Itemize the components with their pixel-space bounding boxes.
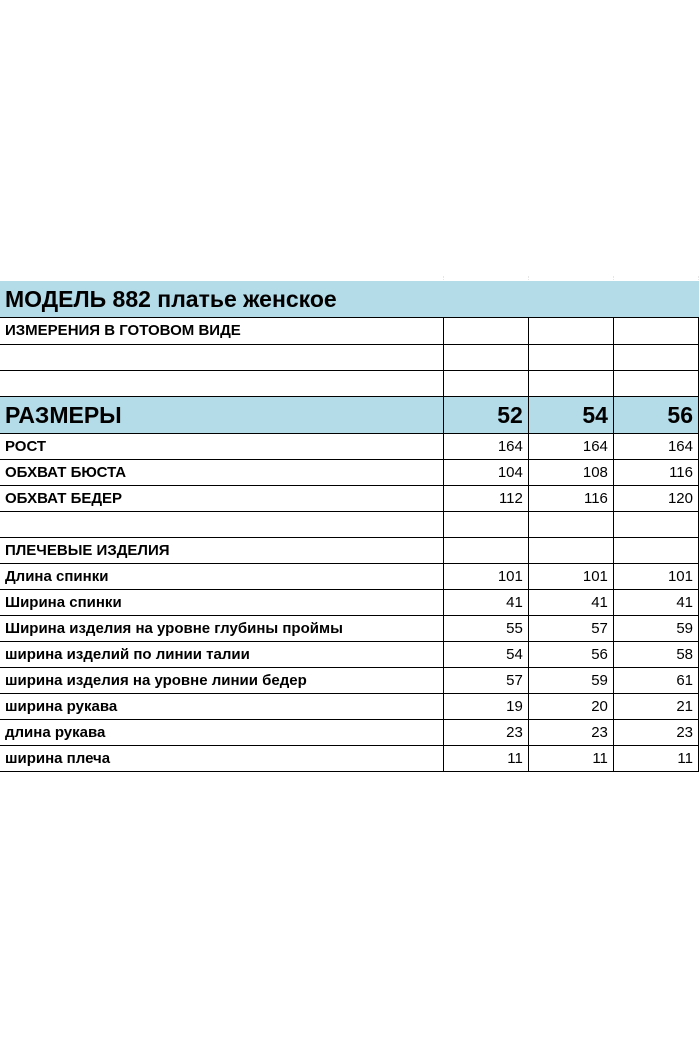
value-cell: 164 (528, 433, 613, 459)
row-label: Ширина изделия на уровне глубины проймы (0, 615, 443, 641)
table-row (0, 433, 699, 459)
value-cell: 11 (528, 745, 613, 771)
table-row (0, 485, 699, 511)
table-row (0, 745, 699, 771)
section-label: ПЛЕЧЕВЫЕ ИЗДЕЛИЯ (0, 537, 443, 563)
value-cell: 57 (443, 667, 528, 693)
empty-cell (613, 344, 698, 370)
value-cell: 116 (528, 485, 613, 511)
value-cell: 120 (613, 485, 698, 511)
value-cell: 112 (443, 485, 528, 511)
size-header-cell: 56 (613, 396, 698, 433)
value-cell: 58 (613, 641, 698, 667)
empty-cell (528, 370, 613, 396)
table-row (0, 693, 699, 719)
row-label: Ширина спинки (0, 589, 443, 615)
value-cell: 41 (613, 589, 698, 615)
row-label: ОБХВАТ БЕДЕР (0, 485, 443, 511)
sizes-header-row (0, 396, 699, 433)
value-cell: 164 (613, 433, 698, 459)
value-cell: 104 (443, 459, 528, 485)
table-row (0, 589, 699, 615)
row-label: ширина плеча (0, 745, 443, 771)
empty-cell (443, 344, 528, 370)
empty-cell (443, 370, 528, 396)
value-cell: 23 (613, 719, 698, 745)
row-label: ширина изделия на уровне линии бедер (0, 667, 443, 693)
row-label: ширина изделий по линии талии (0, 641, 443, 667)
empty-cell (443, 511, 528, 537)
subtitle-row (0, 318, 699, 344)
value-cell: 11 (613, 745, 698, 771)
size-header-cell: 54 (528, 396, 613, 433)
size-header-cell: 52 (443, 396, 528, 433)
empty-cell (613, 370, 698, 396)
table-row (0, 667, 699, 693)
value-cell: 21 (613, 693, 698, 719)
value-cell: 59 (528, 667, 613, 693)
empty-row (0, 344, 699, 370)
value-cell: 101 (528, 563, 613, 589)
table-row (0, 719, 699, 745)
table-row (0, 641, 699, 667)
value-cell: 164 (443, 433, 528, 459)
table-row (0, 615, 699, 641)
row-label: Длина спинки (0, 563, 443, 589)
value-cell: 56 (528, 641, 613, 667)
empty-row (0, 511, 699, 537)
value-cell: 61 (613, 667, 698, 693)
value-cell: 57 (528, 615, 613, 641)
empty-cell (0, 344, 443, 370)
value-cell: 101 (613, 563, 698, 589)
value-cell: 20 (528, 693, 613, 719)
value-cell: 59 (613, 615, 698, 641)
value-cell: 101 (443, 563, 528, 589)
empty-cell (528, 537, 613, 563)
empty-cell (0, 370, 443, 396)
row-label: длина рукава (0, 719, 443, 745)
value-cell: 19 (443, 693, 528, 719)
section-row (0, 537, 699, 563)
size-table (0, 318, 699, 772)
value-cell: 41 (528, 589, 613, 615)
empty-cell (613, 511, 698, 537)
empty-cell (443, 537, 528, 563)
value-cell: 11 (443, 745, 528, 771)
value-cell: 41 (443, 589, 528, 615)
row-label: РОСТ (0, 433, 443, 459)
value-cell: 23 (443, 719, 528, 745)
empty-cell (613, 318, 698, 344)
model-title: МОДЕЛЬ 882 платье женское (0, 281, 699, 318)
subtitle-cell: ИЗМЕРЕНИЯ В ГОТОВОМ ВИДЕ (0, 318, 443, 344)
value-cell: 54 (443, 641, 528, 667)
empty-cell (0, 511, 443, 537)
row-label: ОБХВАТ БЮСТА (0, 459, 443, 485)
value-cell: 55 (443, 615, 528, 641)
value-cell: 116 (613, 459, 698, 485)
size-chart-sheet (0, 281, 699, 772)
value-cell: 23 (528, 719, 613, 745)
value-cell: 108 (528, 459, 613, 485)
empty-cell (528, 344, 613, 370)
empty-cell (613, 537, 698, 563)
table-row (0, 459, 699, 485)
empty-cell (443, 318, 528, 344)
sizes-label: РАЗМЕРЫ (0, 396, 443, 433)
empty-cell (528, 318, 613, 344)
empty-cell (528, 511, 613, 537)
table-row (0, 563, 699, 589)
empty-row (0, 370, 699, 396)
row-label: ширина рукава (0, 693, 443, 719)
